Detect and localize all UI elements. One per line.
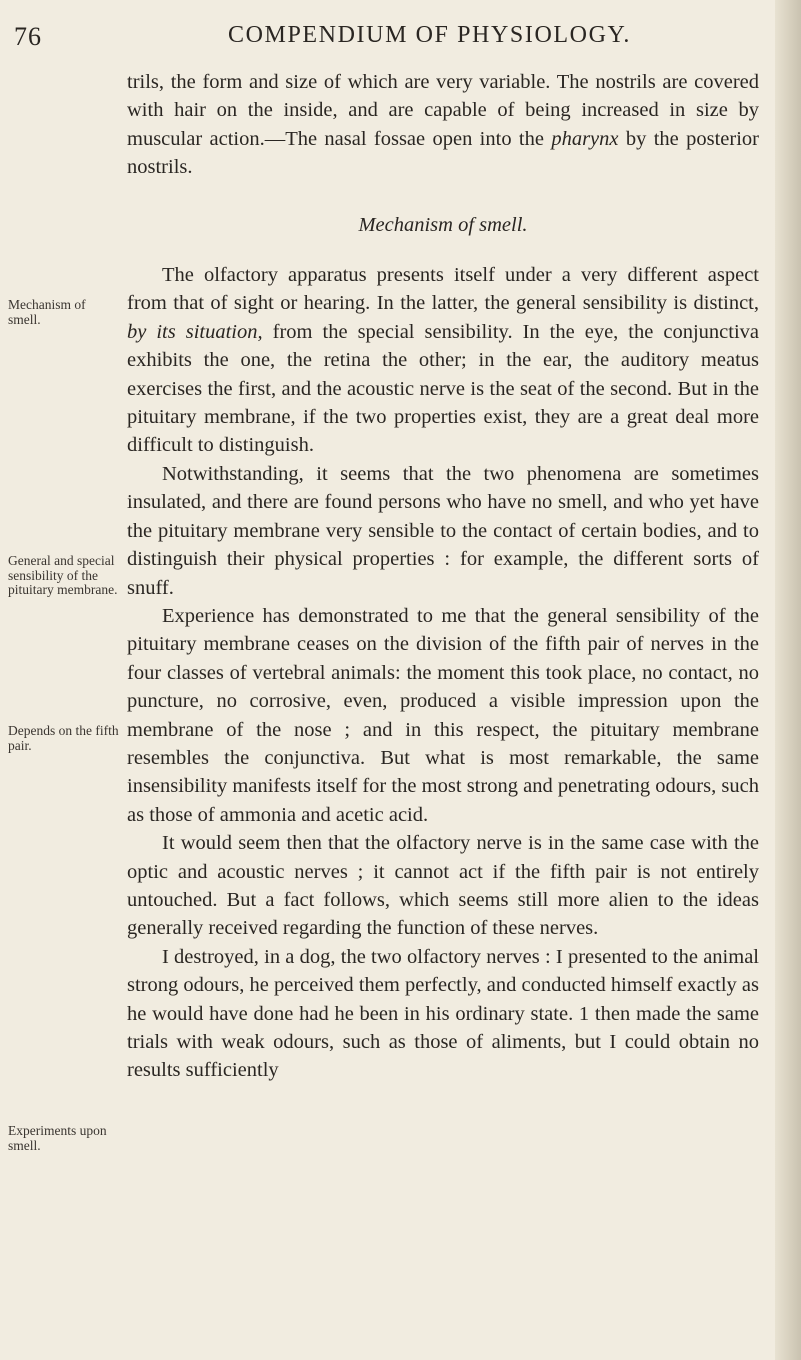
margin-note-experiments: Experiments upon smell.: [8, 1123, 107, 1153]
paragraph-olfactory-apparatus: The olfactory apparatus presents itself under a very different aspect from that of sight or hearing. In the latter, the general sensibility is distinct, by its situation, from the special sensibility. In the eye, the conjunctiva exhibits the one, the retina the other; in the ear, the auditory meatus exercises the first, and the acoustic nerve is the seat of the second. But in the pituitary membrane, if the two properties exist, they are a great deal more difficult to distinguish.: [127, 264, 759, 457]
term-pharynx: pharynx: [551, 127, 619, 150]
section-title: Mechanism of smell.: [358, 213, 528, 236]
paragraph-nostrils: trils, the form and size of which are very variable. The nostrils are covered with hair on the inside, and are capable of being increased in size by muscular action.—The nasal fossae open into the pharynx by the posterior nostrils.: [127, 71, 759, 179]
body-text: [127, 68, 759, 1085]
paragraph-experiment-dog: I destroyed, in a dog, the two olfactory nerves : I presented to the animal strong odours, he perceived them perfectly, and conducted himself exactly as he would have done had he been in his ordinary state. 1 then made the same trials with weak odours, such as those of aliments, but I could obtain no results sufficiently: [127, 945, 759, 1082]
margin-note-sensibility: General and special sensibility of the pituitary membrane.: [8, 553, 118, 597]
running-head: COMPENDIUM OF PHYSIOLOGY.: [228, 22, 631, 48]
page-number: 76: [14, 22, 42, 51]
page-edge-shadow: [775, 0, 801, 1360]
margin-note-fifth-pair: Depends on the fifth pair.: [8, 723, 119, 753]
paragraph-notwithstanding: Notwithstanding, it seems that the two phenomena are sometimes insulated, and there are found persons who have no smell, and who yet have the pituitary membrane very sensible to the contact of certain bodies, and to distinguish their physical properties : for example, the different sorts of snuff.: [127, 462, 759, 599]
paragraph-olfactory-nerve: It would seem then that the olfactory nerve is in the same case with the optic and acoustic nerves ; it cannot act if the fifth pair is not entirely untouched. But a fact follows, which seems still more alien to the ideas generally received regarding the function of these nerves.: [127, 832, 759, 940]
phrase-by-its-situation: by its situation,: [127, 320, 263, 343]
paragraph-experience: Experience has demonstrated to me that the general sensibility of the pituitary membrane ceases on the division of the fifth pair of nerves in the four classes of vertebral animals: the moment this took place, no contact, no puncture, no corrosive, even, produced a visible impression upon the membrane of the nose ; and in this respect, the pituitary membrane resembles the conjunctiva. But what is most remarkable, the same insensibility manifests itself for the most strong and penetrating odours, such as those of ammonia and acetic acid.: [127, 604, 759, 826]
margin-note-mechanism: Mechanism of smell.: [8, 297, 86, 327]
page-header: [0, 14, 790, 54]
